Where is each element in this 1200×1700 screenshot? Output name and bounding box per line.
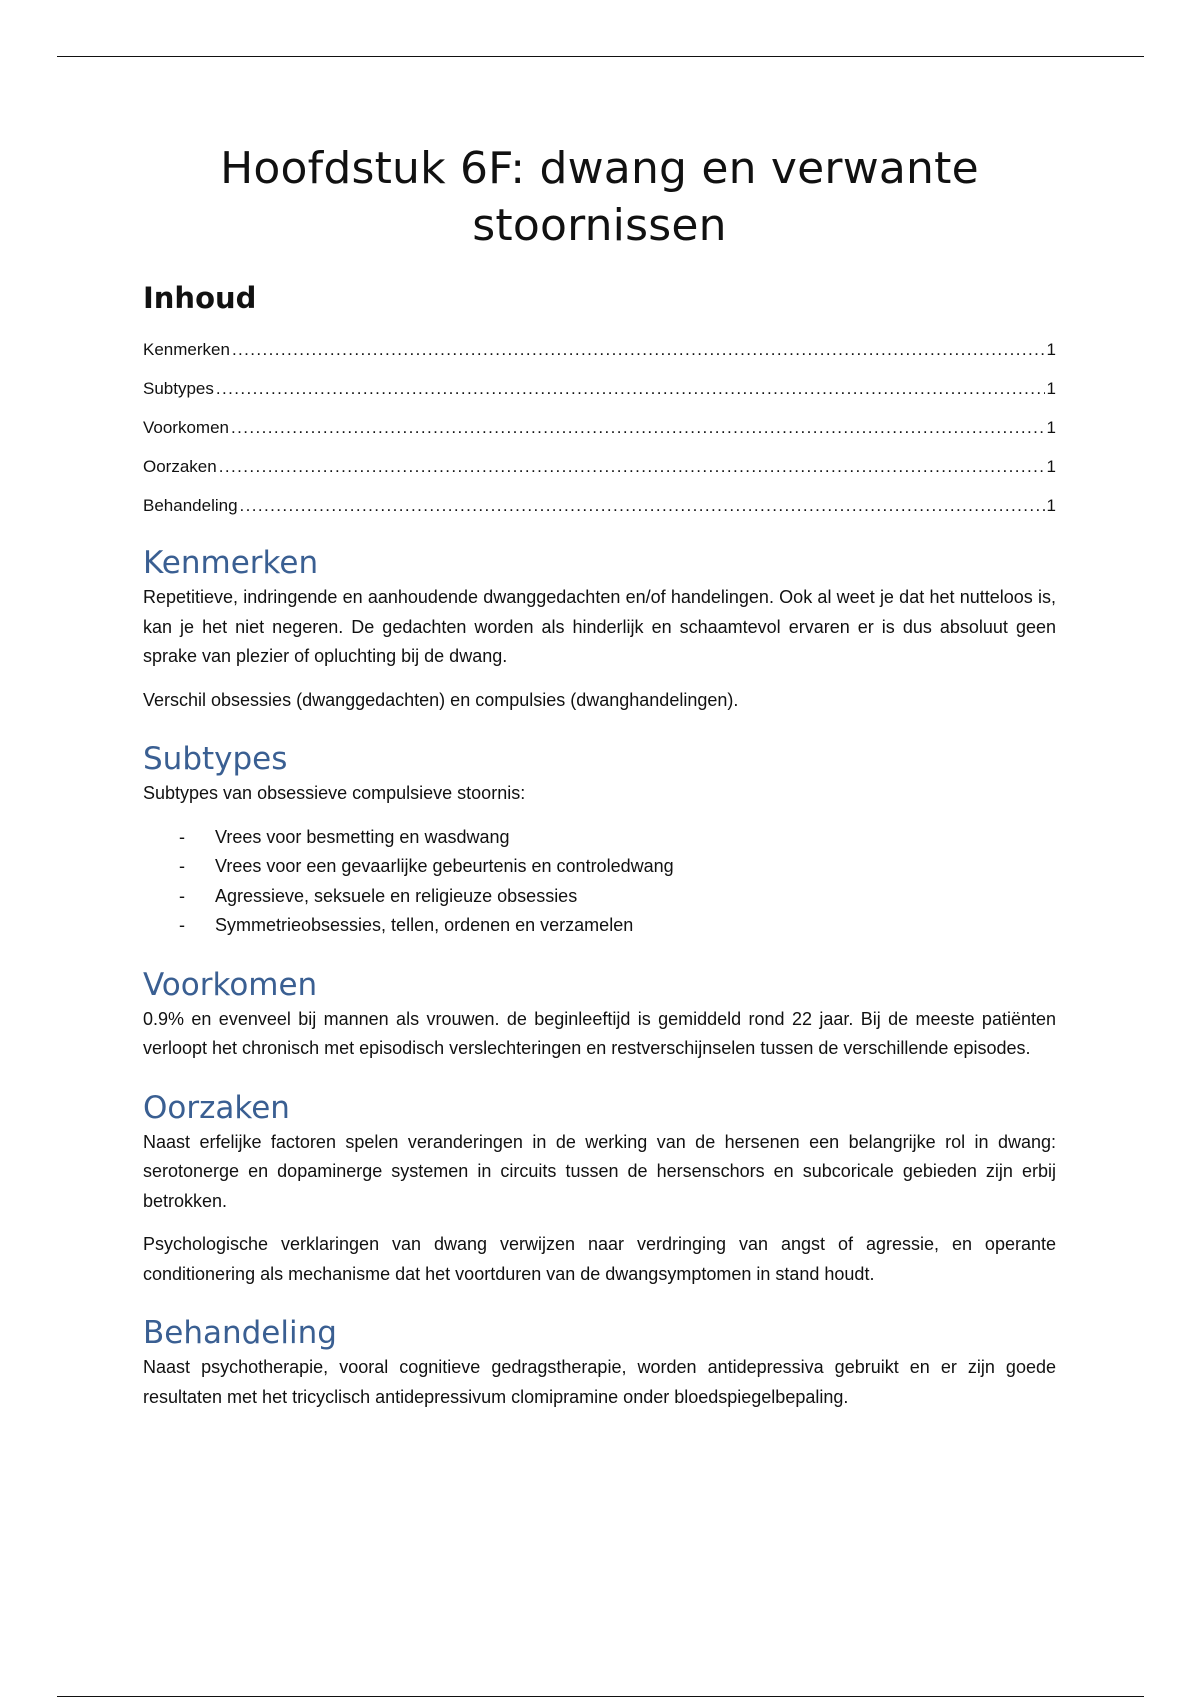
toc-entry-kenmerken[interactable] [143,330,1056,369]
section-oorzaken [143,1088,1056,1290]
dash-bullet: - [179,856,185,876]
dash-bullet: - [179,826,185,847]
list-item-text: Agressieve, seksuele en religieuze obsessies [215,885,578,906]
toc-entry-label: Oorzaken [143,457,217,476]
toc-dot-leader [240,486,1045,525]
document-page [143,140,1056,1412]
section-heading: Voorkomen [143,966,318,1003]
section-heading: Subtypes [143,741,288,777]
list-item-text: Vrees voor besmetting en wasdwang [215,826,510,847]
subtypes-list [143,823,1056,941]
toc-entry-label: Voorkomen [143,418,229,437]
toc-page-number: 1 [1046,379,1056,398]
list-item [143,911,1056,941]
section-heading: Behandeling [143,1315,337,1351]
document-title: Hoofdstuk 6F: dwang en verwante stoornissen [220,143,979,251]
list-item [143,852,1056,882]
toc-dot-leader [216,369,1045,408]
section-kenmerken [143,543,1056,715]
toc-page-number: 1 [1046,457,1056,476]
toc-entry-oorzaken[interactable] [143,447,1056,486]
section-behandeling [143,1313,1056,1412]
toc-page-number: 1 [1046,418,1056,437]
footer-rule [57,1696,1144,1697]
section-heading: Kenmerken [143,545,319,581]
toc-dot-leader [219,447,1045,486]
toc-heading: Inhoud [143,281,257,315]
toc-entry-subtypes[interactable] [143,369,1056,408]
list-item [143,882,1056,912]
toc-dot-leader [232,330,1045,369]
toc-entry-behandeling[interactable] [143,486,1056,525]
section-subtypes [143,739,1056,941]
dash-bullet: - [179,915,185,935]
list-item-text: Symmetrieobsessies, tellen, ordenen en verzamelen [215,915,634,935]
toc-page-number: 1 [1046,496,1056,515]
list-item-text: Vrees voor een gevaarlijke gebeurtenis en controledwang [215,856,674,876]
table-of-contents [143,330,1056,525]
section-voorkomen [143,965,1056,1064]
body-paragraph: 0.9% en evenveel bij mannen als vrouwen. de beginleeftijd is gemiddeld rond 22 jaar. Bij de meeste patiënten verloopt het chronisch met episodisch verslechteringen en restverschijnselen tussen de verschillende episodes. [143,1008,1056,1058]
toc-entry-label: Kenmerken [143,340,230,359]
body-paragraph: Naast erfelijke factoren spelen veranderingen in de werking van de hersenen een belangrijke rol in dwang: serotonerge en dopaminerge systemen in circuits tussen de hersenschors en subcoricale gebieden zijn erbij betrokken. [143,1131,1056,1211]
list-item [143,823,1056,853]
body-paragraph: Psychologische verklaringen van dwang verwijzen naar verdringing van angst of agressie, en operante conditionering als mechanisme dat het voortduren van de dwangsymptomen in stand houdt. [143,1234,1056,1284]
toc-entry-voorkomen[interactable] [143,408,1056,447]
body-paragraph: Verschil obsessies (dwanggedachten) en compulsies (dwanghandelingen). [143,689,739,710]
body-paragraph: Repetitieve, indringende en aanhoudende dwanggedachten en/of handelingen. Ook al weet je dat het nutteloos is, kan je het niet negeren. De gedachten worden als hinderlijk en schaamtevol ervaren er is dus absoluut geen sprake van plezier of opluchting bij de dwang. [143,587,1056,666]
toc-page-number: 1 [1046,340,1056,359]
body-paragraph: Naast psychotherapie, vooral cognitieve gedragstherapie, worden antidepressiva gebruikt en er zijn goede resultaten met het tricyclisch antidepressivum clomipramine onder bloedspiegelbepaling. [143,1357,1056,1407]
toc-entry-label: Behandeling [143,496,238,515]
toc-entry-label: Subtypes [143,379,214,398]
toc-dot-leader [231,408,1045,447]
body-paragraph: Subtypes van obsessieve compulsieve stoornis: [143,783,526,803]
dash-bullet: - [179,885,185,906]
section-heading: Oorzaken [143,1089,290,1126]
header-rule [57,56,1144,57]
